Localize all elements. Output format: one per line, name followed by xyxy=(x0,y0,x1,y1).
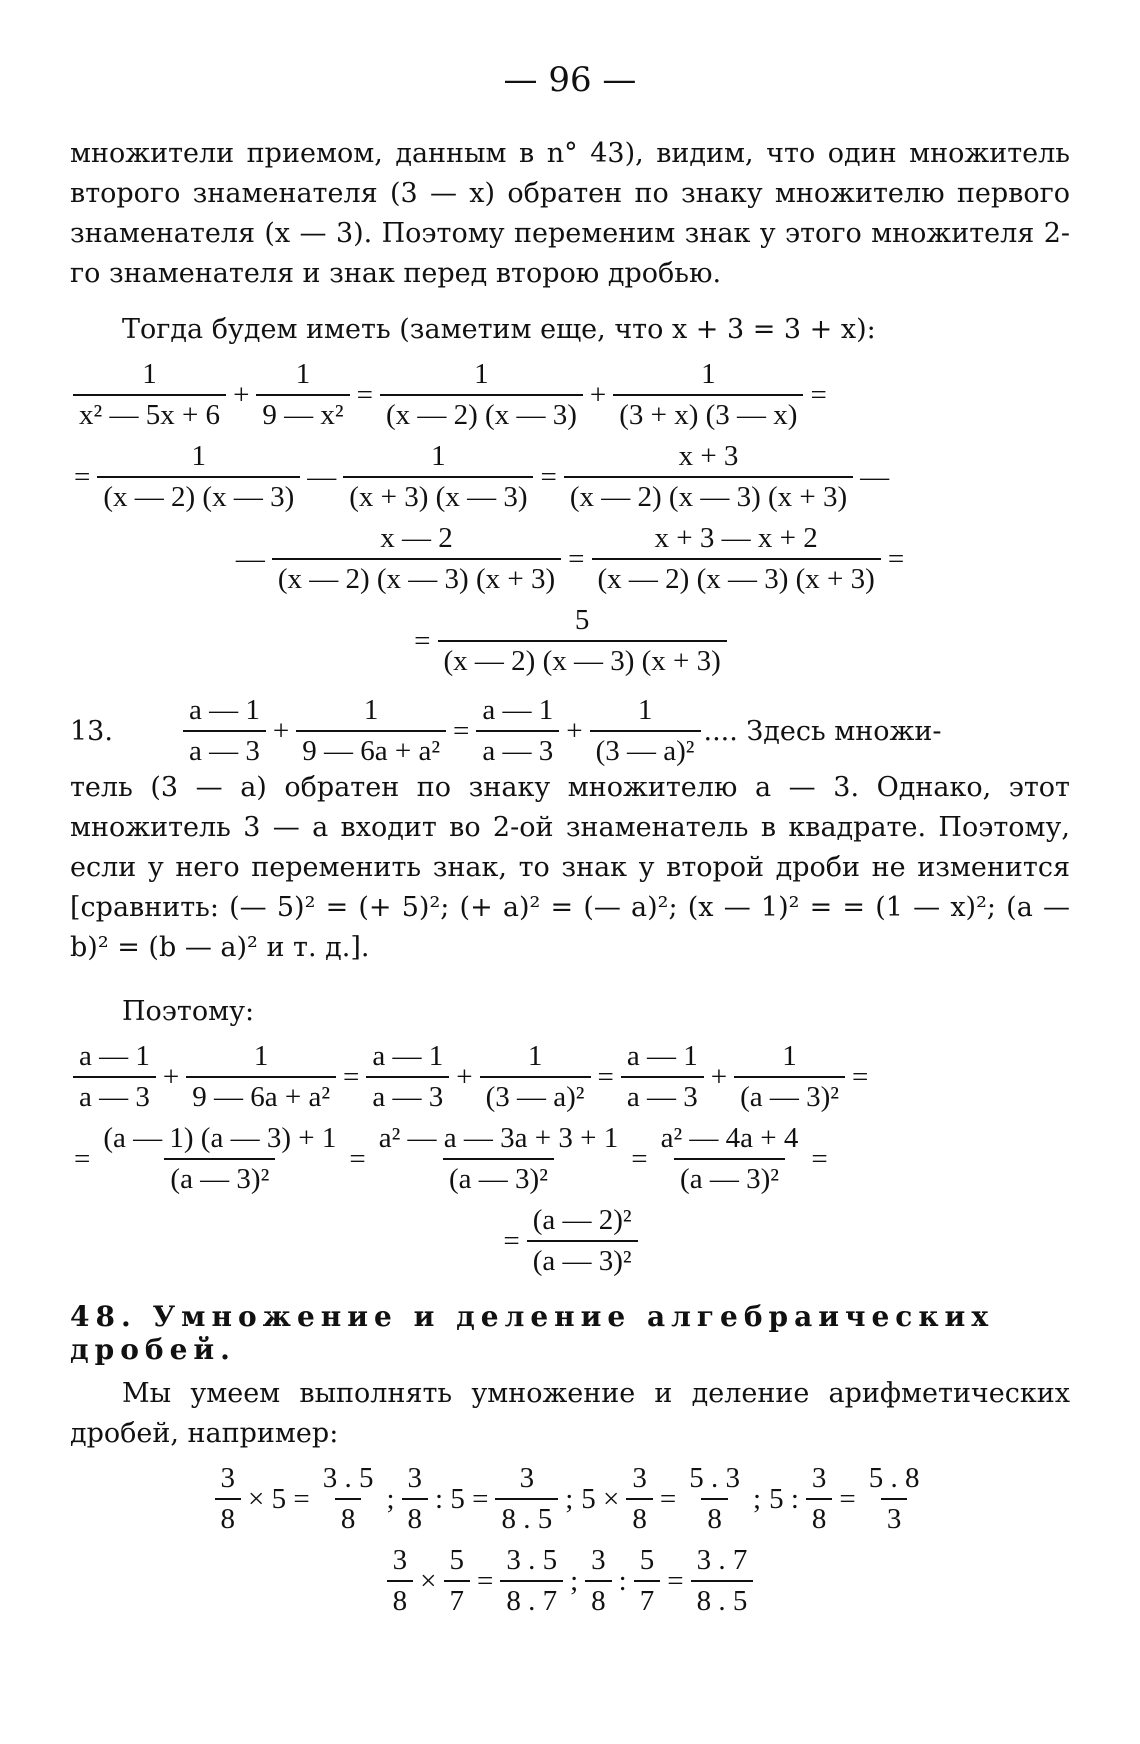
example-13-line: 13. $\frac{a — 1}{a — 3}$ + $\frac{1}{\text{9 — 6a + a²}}$ = $\frac{a — 1}{a — 3}$ + $\frac{1}{\text{(3 — a)²}}$ .... Здесь множи- xyxy=(70,694,942,767)
fraction: $\frac{3}{8}$ xyxy=(402,1462,429,1536)
section-title: 48. Умножение и деление алгебраических дробей. xyxy=(70,1300,995,1366)
example-13-tail: .... Здесь множи- xyxy=(703,715,942,747)
fraction: $\frac{1}{\text{(3 — a)²}}$ xyxy=(480,1040,591,1114)
fraction: $\frac{a — 1}{a — 3}$ xyxy=(366,1040,449,1114)
fraction: $\frac{3 . 5}{8 . 7}$ xyxy=(500,1544,563,1618)
equation-4: = $\frac{5}{(x — 2) (x — 3) (x + 3)}$ xyxy=(70,604,1070,678)
fraction: $\frac{1}{(3 + x) (3 — x)}$ xyxy=(613,358,803,432)
fraction: $\frac{1}{\text{(a — 3)²}}$ xyxy=(734,1040,845,1114)
fraction: $\frac{(a — 1) (a — 3) + 1}{\text{(a — 3)²}}$ xyxy=(103,1122,337,1195)
equation-1: $\frac{1}{\text{x² — 5x + 6}}$ + $\frac{1}{\text{9 — x²}}$ = $\frac{1}{(x — 2) (x — 3)}$ + $\frac{1}{(3 + x) (3 — x)}$ = xyxy=(70,358,1070,432)
fraction: $\frac{1}{\text{9 — 6a + a²}}$ xyxy=(296,694,446,768)
fraction: $\frac{a — 1}{a — 3}$ xyxy=(476,694,559,768)
fraction: $\frac{\text{a² — 4a + 4}}{\text{(a — 3)²}}$ xyxy=(660,1122,799,1195)
fraction: $\frac{1}{(x + 3) (x — 3)}$ xyxy=(343,440,533,514)
example-number: 13. xyxy=(70,715,113,747)
intro-paragraph: множители приемом, данным в n° 43), видим, что один множитель второго знаменателя (3 — x) обратен по знаку множителю первого знаменателя (x — 3). Поэтому переменим знак у этого множителя 2-го знаменателя и знак перед второю дробью. xyxy=(70,138,1070,289)
fraction: $\frac{\text{a² — a — 3a + 3 + 1}}{\text{(a — 3)²}}$ xyxy=(378,1122,619,1195)
fraction: $\frac{3}{8}$ xyxy=(215,1462,242,1536)
fraction: $\frac{1}{\text{9 — x²}}$ xyxy=(256,358,349,432)
fraction: $\frac{3}{8}$ xyxy=(585,1544,612,1618)
equation-2: = $\frac{1}{(x — 2) (x — 3)}$ — $\frac{1}{(x + 3) (x — 3)}$ = $\frac{x + 3}{(x — 2) (x — 3) (x + 3)}$ — xyxy=(74,440,890,513)
page-number: — 96 — xyxy=(503,60,637,100)
fraction: $\frac{x — 2}{(x — 2) (x — 3) (x + 3)}$ xyxy=(272,522,561,596)
arithmetic-line-2: $\frac{3}{8}$ × $\frac{5}{7}$ = $\frac{3 . 5}{8 . 7}$ ; $\frac{3}{8}$ : $\frac{5}{7}$ = $\frac{3 . 7}{8 . 5}$ xyxy=(70,1544,1070,1618)
equation-3: — $\frac{x — 2}{(x — 2) (x — 3) (x + 3)}$ = $\frac{x + 3 — x + 2}{(x — 2) (x — 3) (x + 3)}$ = xyxy=(235,522,905,595)
fraction: $\frac{3}{8}$ xyxy=(806,1462,833,1536)
tagda-line: Тогда будем иметь (заметим еще, что x + 3 = 3 + x): xyxy=(122,314,876,345)
arithmetic-line-1: $\frac{3}{8}$ × 5 = $\frac{3 . 5}{8}$ ; $\frac{3}{8}$ : 5 = $\frac{3}{8 . 5}$ ; 5 × $\frac{3}{8}$ = $\frac{5 . 3}{8}$ ; 5 : $\frac{3}{8}$ = $\frac{5 . 8}{3}$ xyxy=(70,1462,1070,1536)
poetomu-line: Поэтому: xyxy=(122,996,255,1027)
fraction: $\frac{a — 1}{a — 3}$ xyxy=(621,1040,704,1114)
fraction: $\frac{3}{8 . 5}$ xyxy=(495,1462,558,1536)
fraction: $\frac{3}{8}$ xyxy=(626,1462,653,1536)
fraction: $\frac{3 . 5}{8}$ xyxy=(322,1462,374,1535)
fraction: $\frac{3}{8}$ xyxy=(387,1544,414,1618)
fraction: $\frac{1}{\text{(3 — a)²}}$ xyxy=(590,694,701,768)
fraction: $\frac{1}{\text{x² — 5x + 6}}$ xyxy=(73,358,226,432)
fraction: $\frac{5}{7}$ xyxy=(634,1544,661,1618)
fraction: $\frac{1}{\text{9 — 6a + a²}}$ xyxy=(186,1040,336,1114)
fraction: $\frac{3 . 7}{8 . 5}$ xyxy=(691,1544,754,1618)
fraction: $\frac{5 . 3}{8}$ xyxy=(689,1462,740,1535)
fraction: $\frac{\text{(a — 2)²}}{\text{(a — 3)²}}$ xyxy=(527,1204,638,1278)
page xyxy=(70,60,1070,1618)
fraction: $\frac{x + 3 — x + 2}{(x — 2) (x — 3) (x + 3)}$ xyxy=(592,522,881,596)
example-13-text: тель (3 — a) обратен по знаку множителю a — 3. Однако, этот множитель 3 — a входит во 2-ой знаменатель в квадрате. Поэтому, если у него переменить знак, то знак у второй дроби не изменится [сравнить: (— 5)² = (+ 5)²; (+ a)² = (— a)²; (x — 1)² = = (1 — x)²; (a — b)² = (b — a)² и т. д.]. xyxy=(70,772,1070,963)
fraction: $\frac{x + 3}{(x — 2) (x — 3) (x + 3)}$ xyxy=(564,440,853,514)
fraction: $\frac{5 . 8}{3}$ xyxy=(868,1462,920,1535)
fraction: $\frac{1}{(x — 2) (x — 3)}$ xyxy=(380,358,583,432)
fraction: $\frac{a — 1}{a — 3}$ xyxy=(73,1040,156,1114)
fraction: $\frac{a — 1}{a — 3}$ xyxy=(183,694,266,768)
equation-5: $\frac{a — 1}{a — 3}$ + $\frac{1}{\text{9 — 6a + a²}}$ = $\frac{a — 1}{a — 3}$ + $\frac{1}{\text{(3 — a)²}}$ = $\frac{a — 1}{a — 3}$ + $\frac{1}{\text{(a — 3)²}}$ = xyxy=(70,1040,1070,1114)
fraction: $\frac{5}{(x — 2) (x — 3) (x + 3)}$ xyxy=(438,604,727,678)
section-paragraph: Мы умеем выполнять умножение и деление арифметических дробей, например: xyxy=(70,1378,1070,1449)
equation-6: = $\frac{(a — 1) (a — 3) + 1}{\text{(a — 3)²}}$ = $\frac{\text{a² — a — 3a + 3 + 1}}{\text{(a — 3)²}}$ = $\frac{\text{a² — 4a + 4}}{\text{(a — 3)²}}$ = xyxy=(74,1122,828,1195)
fraction: $\frac{1}{(x — 2) (x — 3)}$ xyxy=(97,440,300,514)
fraction: $\frac{5}{7}$ xyxy=(444,1544,471,1618)
equation-7: = $\frac{\text{(a — 2)²}}{\text{(a — 3)²}}$ xyxy=(70,1204,1070,1278)
